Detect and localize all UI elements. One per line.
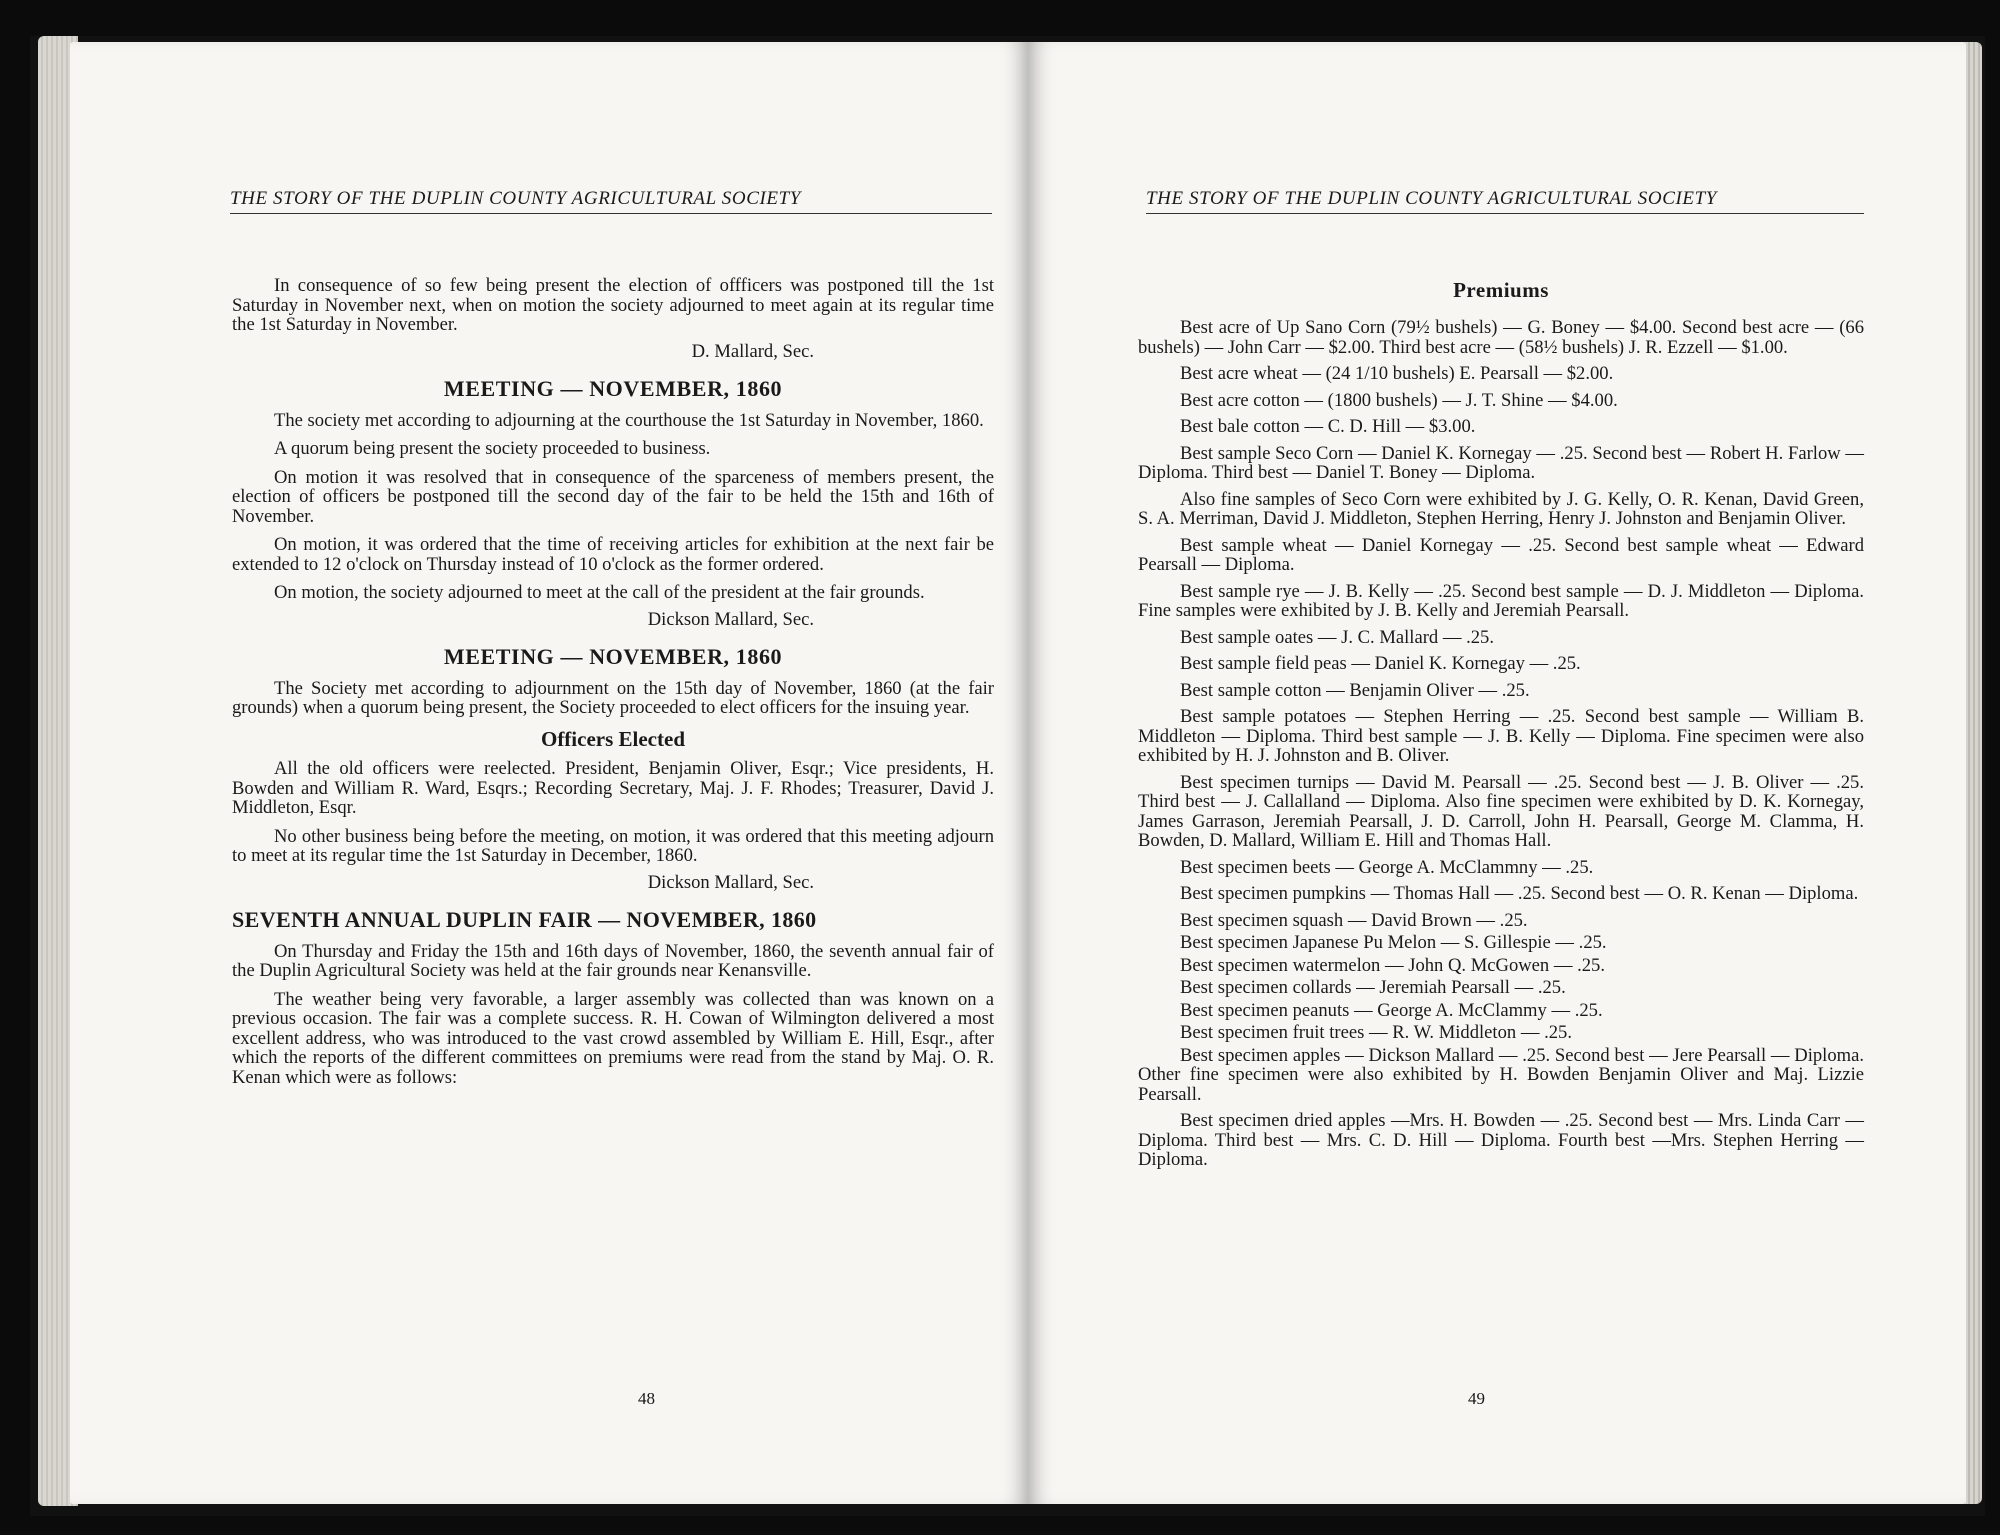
paragraph: The Society met according to adjournment on the 15th day of November, 1860 (at the fair grounds) when a quorum being present, the Society proceeded to elect officers for the insuing year.	[232, 677, 994, 718]
premium-entry: Best sample rye — J. B. Kelly — .25. Second best sample — D. J. Middleton — Diploma. Fine samples were exhibited by J. B. Kelly and Jeremiah Pearsall.	[1138, 580, 1864, 621]
paragraph: In consequence of so few being present the election of offficers was postponed till the 1st Saturday in November next, when on motion the society adjourned to meet again at its regular time the 1st Saturday in November.	[232, 275, 994, 335]
paragraph: On motion it was resolved that in consequence of the sparceness of members present, the election of officers be postponed till the second day of the fair to be held the 15th and 16th of November.	[232, 466, 994, 527]
premium-entry: Best sample cotton — Benjamin Oliver — .25.	[1180, 679, 1530, 701]
paragraph: The society met according to adjourning at the courthouse the 1st Saturday in November, 1860.	[274, 409, 984, 431]
paragraph: On motion, it was ordered that the time of receiving articles for exhibition at the next fair be extended to 12 o'clock on Thursday instead of 10 o'clock as the former ordered.	[232, 534, 994, 575]
premium-entry: Best specimen Japanese Pu Melon — S. Gillespie — .25.	[1180, 932, 1607, 953]
premiums-heading: Premiums	[1453, 278, 1549, 302]
premium-entry: Best specimen watermelon — John Q. McGowen — .25.	[1180, 954, 1605, 976]
premium-entry: Best specimen squash — David Brown — .25.	[1180, 909, 1528, 931]
premium-entry: Best specimen beets — George A. McClammny — .25.	[1180, 856, 1594, 878]
secretary-signature: Dickson Mallard, Sec.	[647, 871, 814, 893]
right-running-head: THE STORY OF THE DUPLIN COUNTY AGRICULTURAL SOCIETY	[1146, 188, 1864, 214]
paragraph: On motion, the society adjourned to meet at the call of the president at the fair grounds.	[274, 582, 925, 603]
sub-heading: Officers Elected	[540, 726, 686, 751]
premium-entry: Best bale cotton — C. D. Hill — $3.00.	[1180, 416, 1476, 437]
premium-entry: Best acre of Up Sano Corn (79½ bushels) — G. Boney — $4.00. Second best acre — (66 bushels) — John Carr — $2.00. Third best acre — (58½ bushels) J. R. Ezzell — $1.00.	[1138, 317, 1864, 358]
left-page	[70, 42, 1028, 1504]
section-heading: MEETING — NOVEMBER, 1860	[443, 644, 783, 669]
paragraph: On Thursday and Friday the 15th and 16th days of November, 1860, the seventh annual fair of the Duplin Agricultural Society was held at the fair grounds near Kenansville.	[232, 940, 994, 981]
premium-entry: Best specimen turnips — David M. Pearsall — .25. Second best — J. B. Oliver — .25. Third best — J. Callalland — Diploma. Also fine specimen were exhibited by D. K. Kornegay, James Garrason, Jeremiah Pearsall, J. D. Carroll, John H. Pearsall, George M. Clamma, H. Bowden, D. Mallard, William E. Hill and Thomas Hall.	[1138, 771, 1864, 851]
premium-entry: Best sample potatoes — Stephen Herring — .25. Second best sample — William B. Middleton — Diploma. Third best sample — J. B. Kelly — Diploma. Fine specimen were also exhibited by H. J. Johnston and B. Oliver.	[1138, 706, 1864, 766]
premium-entry: Best sample Seco Corn — Daniel K. Kornegay — .25. Second best — Robert H. Farlow — Diploma. Third best — Daniel T. Boney — Diploma.	[1138, 442, 1864, 483]
left-page-body	[232, 276, 994, 1096]
section-heading: SEVENTH ANNUAL DUPLIN FAIR — NOVEMBER, 1860	[232, 907, 817, 932]
premium-entry: Best specimen pumpkins — Thomas Hall — .25. Second best — O. R. Kenan — Diploma.	[1180, 883, 1859, 904]
premium-entry: Best sample wheat — Daniel Kornegay — .25. Second best sample wheat — Edward Pearsall — Diploma.	[1138, 534, 1864, 575]
premium-entry: Best acre cotton — (1800 bushels) — J. T. Shine — $4.00.	[1180, 389, 1618, 411]
secretary-signature: Dickson Mallard, Sec.	[647, 608, 814, 630]
premium-entry: Best acre wheat — (24 1/10 bushels) E. Pearsall — $2.00.	[1180, 363, 1614, 384]
left-running-head: THE STORY OF THE DUPLIN COUNTY AGRICULTURAL SOCIETY	[230, 188, 992, 214]
left-page-number: 48	[638, 1389, 655, 1408]
paragraph: The weather being very favorable, a larger assembly was collected than was known on a previous occasion. The fair was a complete success. R. H. Cowan of Wilmington delivered a most excellent address, who was introduced to the vast crowd assembled by William E. Hill, Esqr., after which the reports of the different committees on premiums were read from the stand by Maj. O. R. Kenan which were as follows:	[232, 988, 994, 1088]
paragraph: All the old officers were reelected. President, Benjamin Oliver, Esqr.; Vice presidents, H. Bowden and William R. Ward, Esqrs.; Recording Secretary, Maj. J. F. Rhodes; Treasurer, David J. Middleton, Esqr.	[232, 758, 994, 818]
premium-entry: Also fine samples of Seco Corn were exhibited by J. G. Kelly, O. R. Kenan, David Green, S. A. Merriman, David J. Middleton, Stephen Herring, Henry J. Johnston and Benjamin Oliver.	[1138, 488, 1864, 529]
premium-entry: Best specimen dried apples —Mrs. H. Bowden — .25. Second best — Mrs. Linda Carr — Diploma. Third best — Mrs. C. D. Hill — Diploma. Fourth best —Mrs. Stephen Herring — Diploma.	[1138, 1110, 1864, 1170]
section-heading: MEETING — NOVEMBER, 1860	[443, 376, 783, 401]
premium-entry: Best specimen fruit trees — R. W. Middleton — .25.	[1180, 1022, 1572, 1043]
premium-entry: Best sample field peas — Daniel K. Kornegay — .25.	[1180, 653, 1581, 674]
secretary-signature: D. Mallard, Sec.	[691, 340, 814, 362]
premium-entry: Best specimen collards — Jeremiah Pearsall — .25.	[1180, 977, 1566, 998]
right-page-number: 49	[1468, 1389, 1485, 1408]
premium-entry: Best specimen peanuts — George A. McClammy — .25.	[1180, 999, 1603, 1021]
right-page-body	[1138, 318, 1864, 1177]
paragraph: A quorum being present the society proceeded to business.	[274, 438, 711, 459]
paragraph: No other business being before the meeting, on motion, it was ordered that this meeting adjourn to meet at its regular time the 1st Saturday in December, 1860.	[232, 825, 994, 866]
premium-entry: Best specimen apples — Dickson Mallard — .25. Second best — Jere Pearsall — Diploma. Other fine specimen were also exhibited by H. Bowden Benjamin Oliver and Maj. Lizzie Pearsall.	[1138, 1044, 1864, 1105]
premium-entry: Best sample oates — J. C. Mallard — .25.	[1180, 626, 1494, 648]
right-page	[1028, 42, 1966, 1504]
